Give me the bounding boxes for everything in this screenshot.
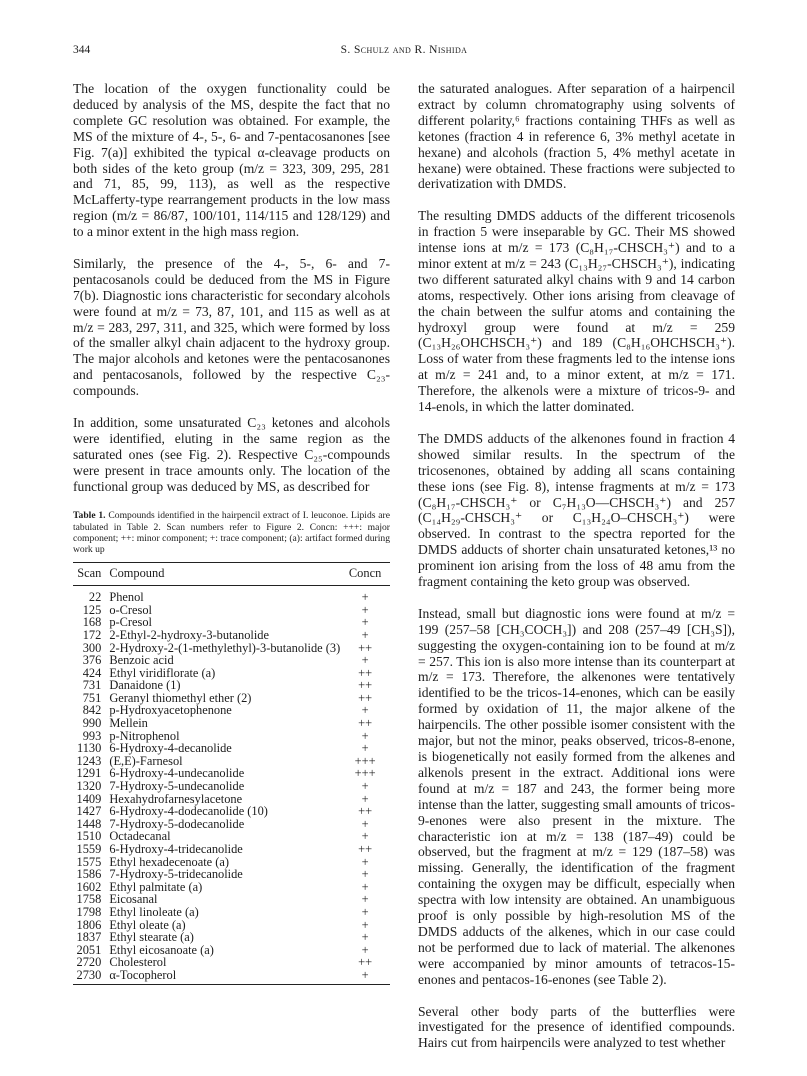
scan-cell: 125 <box>82 602 102 617</box>
compound-column-header: Compound <box>109 563 340 586</box>
scan-cell: 172 <box>82 627 102 642</box>
concn-cell: + <box>361 867 369 882</box>
concn-column-header: Concn <box>340 563 390 586</box>
scan-cell: 1586 <box>76 867 102 882</box>
concn-cell: ++ <box>358 678 373 693</box>
concn-cell: + <box>361 602 369 617</box>
concn-cell: + <box>361 904 369 919</box>
compound-cell: Benzoic acid <box>109 653 174 668</box>
scan-column-header: Scan <box>73 563 109 586</box>
compound-cell: 7-Hydroxy-5-undecanolide <box>109 779 245 794</box>
compound-cell: Phenol <box>109 590 144 605</box>
compound-cell: 6-Hydroxy-4-undecanolide <box>109 766 245 781</box>
compound-cell: 6-Hydroxy-4-tridecanolide <box>109 842 243 857</box>
scan-cell: 1243 <box>76 753 102 768</box>
compound-cell: o-Cresol <box>109 602 152 617</box>
compound-cell: Ethyl stearate (a) <box>109 930 194 945</box>
scan-cell: 1806 <box>76 917 102 932</box>
table-row <box>73 780 390 793</box>
table-row <box>73 629 390 642</box>
body-paragraph: the saturated analogues. After separation of a hairpencil extract by column chromatography using solvents of different polarity,⁶ fractions containing THFs as well as ketones (fraction 4 in reference 6, 3% methyl acetate in hexane) and alcohols (fraction 5, 4% methyl acetate in hexane) were obtained. These fractions were subjected to derivatization with DMDS. <box>418 81 735 192</box>
concn-cell: ++ <box>358 804 373 819</box>
scan-cell: 376 <box>82 653 102 668</box>
table-caption-text: Compounds identified in the hairpencil extract of I. leuconoe. Lipids are tabulated in Table 2. Scan numbers refer to Figure 2. Concn: +++: major component; ++: minor component; +: trace component; (a): artifact formed during work up <box>73 510 391 556</box>
concn-cell: + <box>361 779 369 794</box>
scan-cell: 2730 <box>73 969 109 984</box>
compound-cell: Ethyl eicosanoate (a) <box>109 942 214 957</box>
body-paragraph: The resulting DMDS adducts of the different tricosenols in fraction 5 were inseparable by GC. Their MS showed intense ions at m/z = 173 (C₈H₁₇-CHSCH₃⁺) and to a minor extent at m/z = 243 (C₁₃H₂₇-CHSCH₃⁺), indicating two different saturated alkyl chains with 9 and 14 carbon atoms, respectively. Other ions arising from cleavage of the chain between the sulfur atoms and containing the hydroxyl group were found at m/z = 259 (C₁₃H₂₆OHCHSCH₃⁺) and 189 (C₈H₁₆OHCHSCH₃⁺). Loss of water from these fragments led to the intense ions at m/z = 241 and, to a minor extent, at m/z = 171. Therefore, the alkenols were a mixture of tricos-9- and 14-enols, in which the latter dominated. <box>418 208 735 415</box>
compound-cell: 2-Ethyl-2-hydroxy-3-butanolide <box>109 627 269 642</box>
scan-cell: 990 <box>82 716 102 731</box>
compound-cell: p-Nitrophenol <box>109 728 180 743</box>
concn-cell: +++ <box>354 753 376 768</box>
compound-cell: Mellein <box>109 716 148 731</box>
body-paragraph: Similarly, the presence of the 4-, 5-, 6- and 7-pentacosanols could be deduced from the MS in Figure 7(b). Diagnostic ions characteristic for secondary alcohols were found at m/z = 73, 87, 101, and 115 as well as at m/z = 283, 297, 311, and 325, which were formed by loss of the smaller alkyl chain adjacent to the hydroxy group. The major alcohols and ketones were the pentacosanones and pentacosanols, followed by the respective C₂₃-compounds. <box>73 255 390 399</box>
concn-cell: ++ <box>358 842 373 857</box>
scan-cell: 842 <box>82 703 102 718</box>
body-paragraph: The location of the oxygen functionality could be deduced by analysis of the MS, despite the fact that no complete GC resolution was obtained. For example, the MS of the mixture of 4-, 5-, 6- and 7-pentacosanones [see Fig. 7(a)] exhibited the typical α-cleavage products on both sides of the keto group (m/z = 323, 309, 295, 281 and 71, 85, 99, 113), as well as the respective McLafferty-type rearrangement products in the low mass region (m/z = 86/87, 100/101, 114/115 and 128/129) and to a minor extent in the high mass region. <box>73 81 390 240</box>
concn-cell: + <box>361 816 369 831</box>
table-header-row <box>73 563 390 586</box>
compound-cell: Ethyl palmitate (a) <box>109 879 203 894</box>
concn-cell: + <box>361 917 369 932</box>
scan-cell: 1510 <box>76 829 102 844</box>
scan-cell: 993 <box>82 728 102 743</box>
compound-cell: Ethyl hexadecenoate (a) <box>109 854 230 869</box>
concn-cell: +++ <box>354 766 376 781</box>
scan-cell: 1427 <box>76 804 102 819</box>
scan-cell: 22 <box>88 590 102 605</box>
concn-cell: ++ <box>358 955 373 970</box>
concn-cell: + <box>361 590 369 605</box>
compounds-table <box>73 562 390 984</box>
body-paragraph: The DMDS adducts of the alkenones found in fraction 4 showed similar results. In the spectrum of the tricosenones, obtained by adding all scans containing these ions (see Fig. 8), intense fragments at m/z = 173 (C₈H₁₇-CHSCH₃⁺ or C₇H₁₃O—CHSCH₃⁺) and 257 (C₁₄H₂₉-CHSCH₃⁺ or C₁₃H₂₄O–CHSCH₃⁺) were observed. In contrast to the spectra reported for the DMDS adducts of shorter chain unsaturated ketones,¹³ no prominent ion arising from the loss of 48 amu from the fragment containing the keto group was observed. <box>418 430 735 590</box>
page-number: 344 <box>73 44 91 56</box>
concn-cell: + <box>361 930 369 945</box>
table-row <box>73 805 390 818</box>
compound-cell: Geranyl thiomethyl ether (2) <box>109 690 252 705</box>
compound-cell: Ethyl viridiflorate (a) <box>109 665 216 680</box>
concn-cell: + <box>340 969 390 984</box>
compound-cell: α-Tocopherol <box>109 969 340 984</box>
scan-cell: 1758 <box>76 892 102 907</box>
compound-cell: 6-Hydroxy-4-decanolide <box>109 741 232 756</box>
compound-cell: 6-Hydroxy-4-dodecanolide (10) <box>109 804 268 819</box>
compound-cell: 2-Hydroxy-2-(1-methylethyl)-3-butanolide (3) <box>109 640 341 655</box>
compound-cell: Ethyl oleate (a) <box>109 917 186 932</box>
concn-cell: + <box>361 728 369 743</box>
table-row <box>73 717 390 730</box>
compound-cell: Eicosanal <box>109 892 158 907</box>
scan-cell: 731 <box>82 678 102 693</box>
concn-cell: + <box>361 615 369 630</box>
concn-cell: ++ <box>358 690 373 705</box>
scan-cell: 1291 <box>76 766 102 781</box>
scan-cell: 1409 <box>76 791 102 806</box>
table-row <box>73 843 390 856</box>
concn-cell: + <box>361 942 369 957</box>
compound-cell: Cholesterol <box>109 955 167 970</box>
concn-cell: + <box>361 653 369 668</box>
concn-cell: + <box>361 892 369 907</box>
compound-cell: Octadecanal <box>109 829 171 844</box>
table-row <box>73 654 390 667</box>
table-row <box>73 969 390 984</box>
compound-cell: Hexahydrofarnesylacetone <box>109 791 243 806</box>
body-paragraph: Instead, small but diagnostic ions were found at m/z = 199 (257–58 [CH₃COCH₃]) and 208 (257–49 [CH₃S]), suggesting the oxygen-containing ion to be found at m/z = 257. This ion is also more intense than its counterpart at m/z = 173. Therefore, the alkenones were tentatively identified to be the tricos-14-enones, which can be easily formed by oxidation of 11, the major alkene of the hairpencils. The other possible isomer consistent with the major, but not the minor, peaks observed, tricos-8-enone, is biogenetically not easily formed from the alkenes and alkenols present in the extract. Additional ions were found at m/z = 187 and 243, the former being more intense than the latter, suggesting small amounts of tricos-9-enones were also present in the mixture. The characteristic ion at m/z = 138 (187–49) could be observed, but the fragment at m/z = 129 (187–58) was missing. Generally, the identification of the fragment containing the oxygen may be difficult, especially when spectra with low intensity are obtained. An unambiguous proof is only possible by high-resolution MS of the DMDS adducts of the alkenes, which in our case could not be performed due to lack of material. The alkenones were accompanied by minor amounts of tetracos-15-enones and pentacos-16-enones (see Table 2). <box>418 605 735 987</box>
scan-cell: 300 <box>82 640 102 655</box>
concn-cell: ++ <box>358 640 373 655</box>
table-row <box>73 586 390 604</box>
table-caption-label: Table 1. <box>73 510 106 522</box>
concn-cell: + <box>361 854 369 869</box>
compound-cell: p-Cresol <box>109 615 152 630</box>
compound-cell: 7-Hydroxy-5-dodecanolide <box>109 816 245 831</box>
concn-cell: + <box>361 627 369 642</box>
concn-cell: ++ <box>358 665 373 680</box>
scan-cell: 1602 <box>76 879 102 894</box>
scan-cell: 1798 <box>76 904 102 919</box>
table-row <box>73 868 390 881</box>
compound-cell: 7-Hydroxy-5-tridecanolide <box>109 867 243 882</box>
table-row <box>73 742 390 755</box>
table-row <box>73 906 390 919</box>
running-head: S. Schulz and R. Nishida <box>340 44 468 56</box>
scan-cell: 1559 <box>76 842 102 857</box>
scan-cell: 2720 <box>76 955 102 970</box>
scan-cell: 1320 <box>76 779 102 794</box>
concn-cell: + <box>361 741 369 756</box>
table-row <box>73 679 390 692</box>
page-header <box>73 44 735 60</box>
right-column <box>418 81 735 1067</box>
body-paragraph: In addition, some unsaturated C₂₃ ketones and alcohols were identified, eluting in the same region as the saturated ones (see Fig. 2). Respective C₂₅-compounds were present in trace amounts only. The location of the functional group was deduced by MS, as described for <box>73 415 390 494</box>
left-column <box>73 81 390 985</box>
concn-cell: + <box>361 703 369 718</box>
compound-cell: p-Hydroxyacetophenone <box>109 703 232 718</box>
table-row <box>73 931 390 944</box>
concn-cell: + <box>361 791 369 806</box>
scan-cell: 1575 <box>76 854 102 869</box>
scan-cell: 2051 <box>76 942 102 957</box>
compound-cell: Ethyl linoleate (a) <box>109 904 199 919</box>
body-paragraph: Several other body parts of the butterflies were investigated for the presence of identified compounds. Hairs cut from hairpencils were analyzed to test whether <box>418 1003 735 1051</box>
scan-cell: 168 <box>82 615 102 630</box>
concn-cell: + <box>361 829 369 844</box>
table-caption <box>73 510 390 555</box>
compound-cell: Danaidone (1) <box>109 678 181 693</box>
scan-cell: 1130 <box>76 741 102 756</box>
compound-cell: (E,E)-Farnesol <box>109 753 183 768</box>
concn-cell: + <box>361 879 369 894</box>
scan-cell: 1837 <box>76 930 102 945</box>
scan-cell: 751 <box>82 690 102 705</box>
scan-cell: 1448 <box>76 816 102 831</box>
scan-cell: 424 <box>82 665 102 680</box>
concn-cell: ++ <box>358 716 373 731</box>
